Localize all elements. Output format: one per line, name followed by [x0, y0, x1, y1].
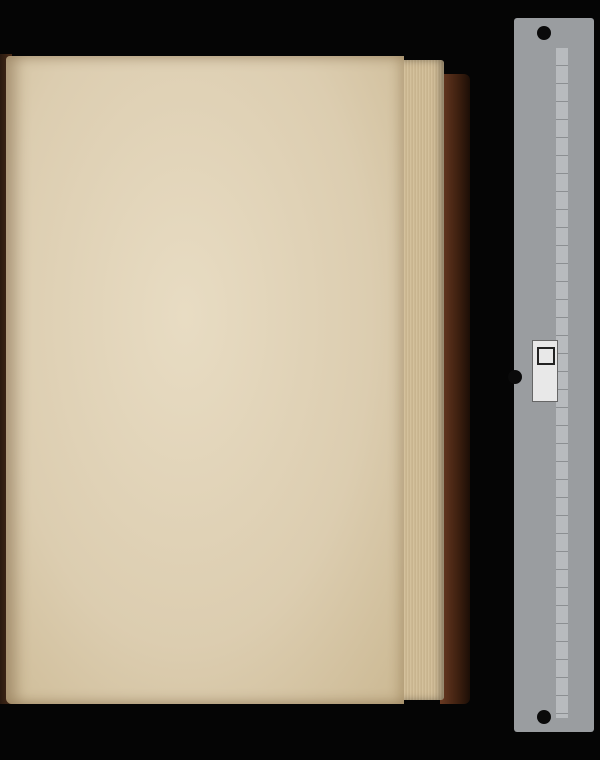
book-page [6, 56, 404, 704]
book-cover-right [440, 74, 470, 704]
golden-thread-logo [532, 340, 558, 402]
logo-mark [537, 347, 555, 365]
running-head [58, 78, 318, 98]
page-edges [398, 60, 444, 700]
card-hole-bottom [537, 710, 551, 724]
card-hole-middle [508, 370, 522, 384]
color-checker-card [514, 18, 594, 732]
card-hole-top [537, 26, 551, 40]
